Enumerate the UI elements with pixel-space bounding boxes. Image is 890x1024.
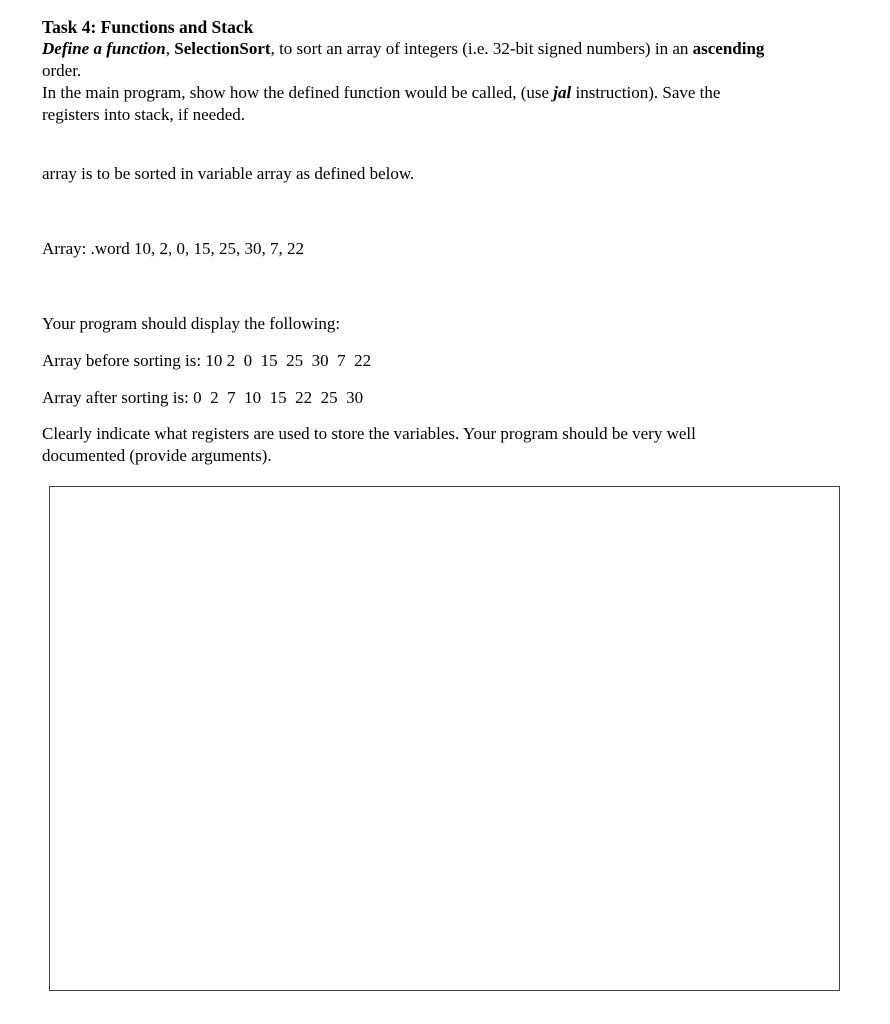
document-page [42,16,852,467]
before-sort-output: Array before sorting is: 10 2 0 15 25 30 7 22 [42,351,372,370]
answer-box[interactable] [49,486,840,991]
array-intro: array is to be sorted in variable array as defined below. [42,164,415,183]
main-program-line-1: In the main program, show how the defined function would be called, (use jal instruction). Save the [42,83,721,102]
task-title: Task 4: Functions and Stack [42,17,254,37]
function-name: SelectionSort [174,39,271,58]
task-description-line-1: Define a function, SelectionSort, to sort an array of integers (i.e. 32-bit signed numbers) in an ascending [42,39,765,58]
jal-emphasis: jal [553,83,572,102]
registers-note-line-2: documented (provide arguments). [42,446,272,465]
display-intro: Your program should display the following: [42,314,341,333]
main-program-line-2: registers into stack, if needed. [42,105,245,124]
define-function-emphasis: Define a function [42,39,166,58]
registers-note-line-1: Clearly indicate what registers are used to store the variables. Your program should be very well [42,424,696,443]
after-sort-output: Array after sorting is: 0 2 7 10 15 22 25 30 [42,388,364,407]
task-description-line-2: order. [42,61,82,80]
array-definition: Array: .word 10, 2, 0, 15, 25, 30, 7, 22 [42,239,305,258]
ascending-emphasis: ascending [692,39,765,58]
